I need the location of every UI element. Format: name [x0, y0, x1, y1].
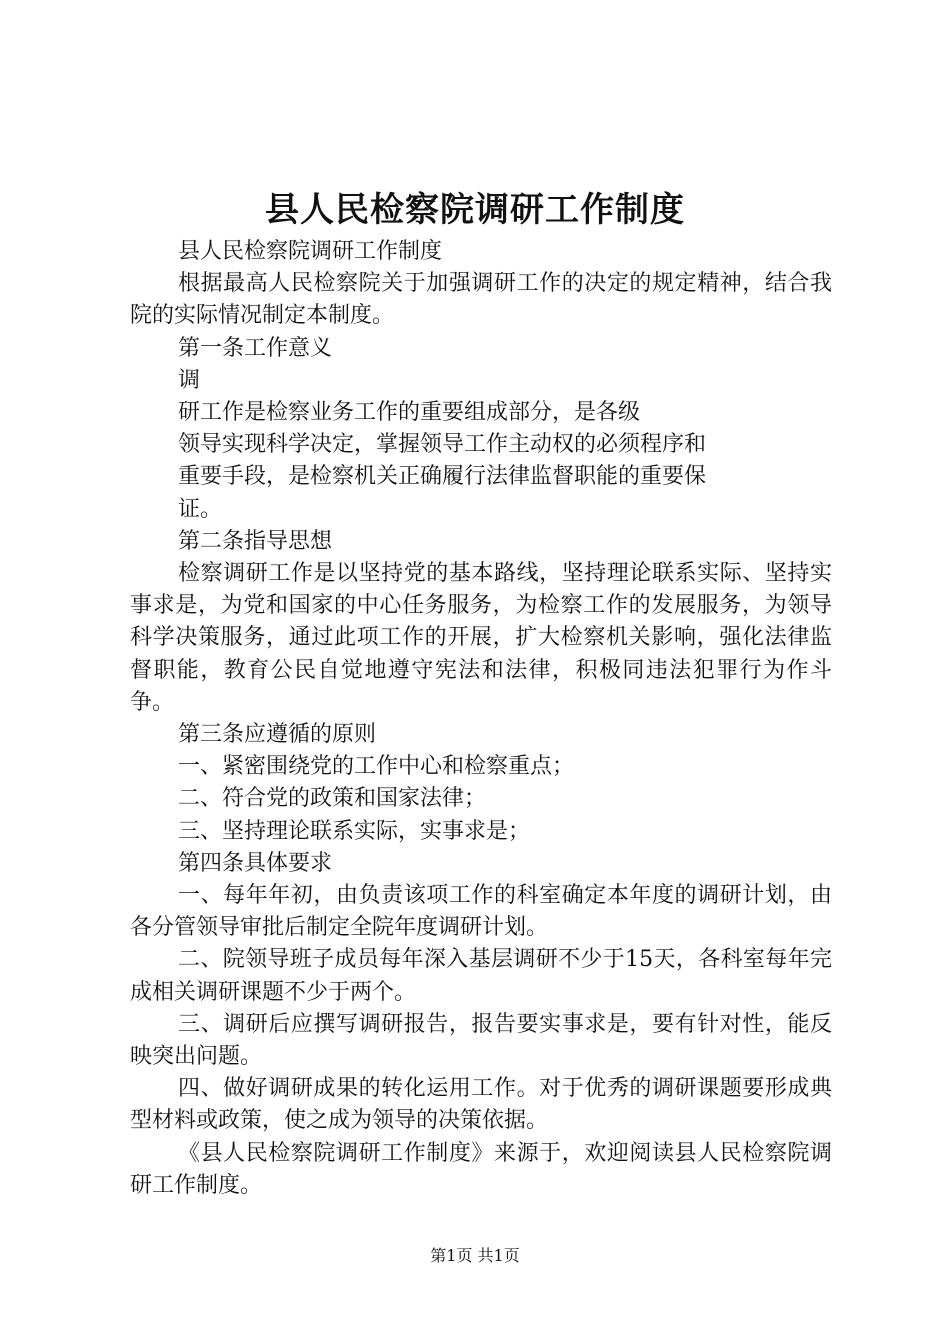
heading-article-2: 第二条指导思想 — [178, 528, 333, 554]
paragraph-intro: 根据最高人民检察院关于加强调研工作的决定的规定精神，结合我院的实际情况制定本制度。 — [130, 271, 832, 329]
document-title: 县人民检察院调研工作制度 — [265, 190, 685, 230]
paragraph-source-note: 《县人民检察院调研工作制度》来源于，欢迎阅读县人民检察院调研工作制度。 — [130, 1140, 832, 1198]
list-item-principle-2: 二、符合党的政策和国家法律； — [178, 786, 487, 812]
document-body — [130, 236, 832, 1202]
list-item-principle-1: 一、紧密围绕党的工作中心和检察重点； — [178, 754, 575, 780]
paragraph-article-1-line-2: 研工作是检察业务工作的重要组成部分，是各级 — [178, 400, 641, 426]
heading-article-1: 第一条工作意义 — [178, 335, 333, 361]
list-item-requirement-2: 二、院领导班子成员每年深入基层调研不少于15天，各科室每年完成相关调研课题不少于两个。 — [130, 947, 832, 1005]
paragraph-article-1-line-3: 领导实现科学决定，掌握领导工作主动权的必须程序和 — [178, 432, 707, 458]
paragraph-article-1-line-1: 调 — [178, 367, 201, 393]
list-item-requirement-1: 一、每年年初，由负责该项工作的科室确定本年度的调研计划，由各分管领导审批后制定全院年度调研计划。 — [130, 883, 832, 941]
paragraph-article-1-line-4: 重要手段，是检察机关正确履行法律监督职能的重要保 — [178, 464, 707, 490]
paragraph-article-2: 检察调研工作是以坚持党的基本路线，坚持理论联系实际、坚持实事求是，为党和国家的中心任务服务，为检察工作的发展服务，为领导科学决策服务，通过此项工作的开展，扩大检察机关影响，强化法律监督职能，教育公民自觉地遵守宪法和法律，积极同违法犯罪行为作斗争。 — [130, 561, 832, 715]
heading-article-4: 第四条具体要求 — [178, 850, 333, 876]
paragraph-article-1-line-5: 证。 — [178, 496, 223, 522]
list-item-requirement-3: 三、调研后应撰写调研报告，报告要实事求是，要有针对性，能反映突出问题。 — [130, 1011, 832, 1070]
heading-article-3: 第三条应遵循的原则 — [178, 722, 377, 748]
page-footer: 第1页 共1页 — [430, 1246, 520, 1265]
list-item-principle-3: 三、坚持理论联系实际，实事求是； — [178, 818, 531, 844]
paragraph-doc-name: 县人民检察院调研工作制度 — [178, 239, 443, 264]
list-item-requirement-4: 四、做好调研成果的转化运用工作。对于优秀的调研课题要形成典型材料或政策，使之成为领导的决策依据。 — [130, 1076, 832, 1134]
